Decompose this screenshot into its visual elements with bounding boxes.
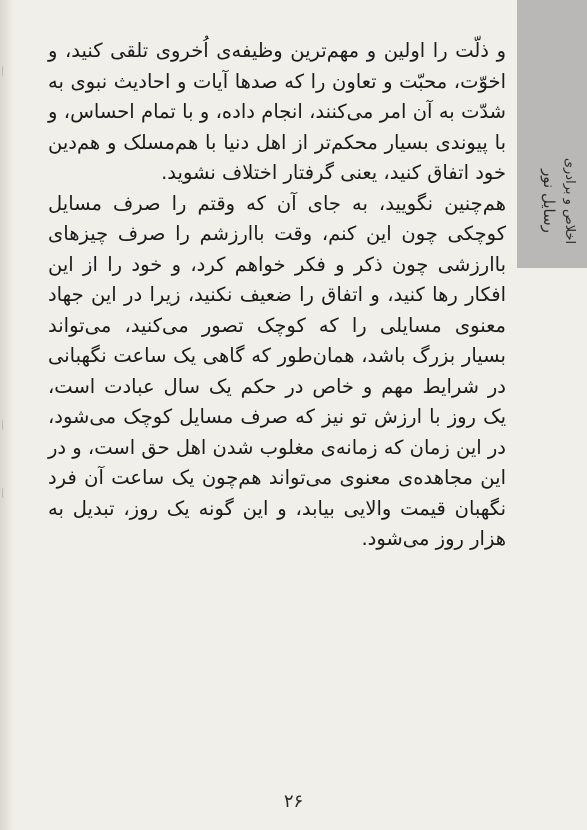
paragraph: هم‌چنین نگویید، به جای آن که وقتم را صرف مسایل کوچکی چون این کنم، وقت باارزشم را صرف چیزهای باارزشی چون ذکر و فکر خواهم کرد، و خود را از این افکار رها کنید، و اتفاق را ضعیف نکنید، زیرا در این جهاد معنوی مسایلی را که کوچک تصور می‌کنید، می‌تواند بسیار بزرگ باشد، همان‌طور که گاهی یک ساعت نگهبانی در شرایط مهم و خاص در حکم یک سال عبادت است، یک روز با ارزش تو نیز که صرف مسایل کوچک می‌شود، در این زمان که زمانه‌ی مغلوب شدن اهل حق است، و در این مجاهده‌ی معنوی می‌تواند هم‌چون یک ساعت آن فرد نگهبان قیمت والایی بیابد، و این گونه یک روز، تبدیل به هزار روز می‌شود. [48,191,506,550]
edge-mark [2,66,8,76]
side-tab-chapter-title: اخلاص و برادری [562,157,577,245]
paragraph: و ذلّت را اولین و مهم‌ترین وظیفه‌ی اُخروی تلقی کنید، و اخوّت، محبّت و تعاون را که صدها آیات و احادیث نبوی به شدّت به آن امر می‌کنند، انجام داده، و با تمام احساس، و با پیوندی بسیار محکم‌تر از اهل دنیا با هم‌مسلک و هم‌دین خود اتفاق کنید، یعنی گرفتار اختلاف نشوید. [48,39,506,184]
edge-mark [2,488,8,498]
page-number: ۲۶ [283,791,304,812]
page-gutter-shadow [0,0,14,830]
chapter-side-tab-label [527,146,579,256]
page-body-text [48,36,506,555]
edge-mark [2,420,8,430]
side-tab-book-title: رسایل نور [540,169,558,233]
